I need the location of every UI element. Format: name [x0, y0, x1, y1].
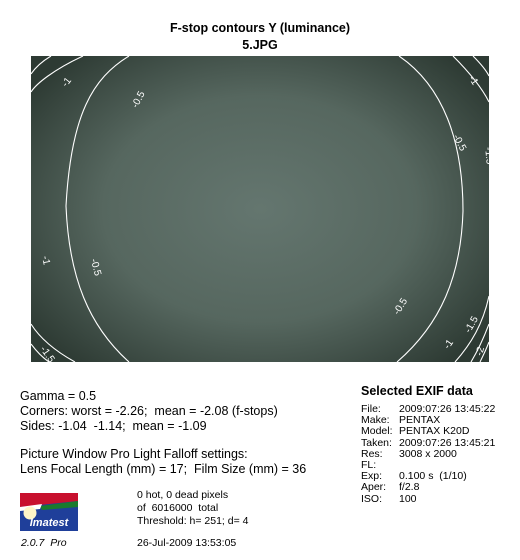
gamma-text: Gamma = 0.5 — [20, 389, 97, 403]
corners-text: Corners: worst = -2.26; mean = -2.08 (f-stops) — [20, 404, 278, 418]
contour-label: -1.5 — [37, 344, 57, 365]
contour-label: -1.5 — [482, 146, 495, 165]
contour-label: -2 — [474, 345, 488, 358]
exif-value: PENTAX — [399, 414, 441, 427]
exif-value: f/2.8 — [399, 481, 420, 494]
exif-key: Aper: — [361, 481, 387, 494]
exif-value: PENTAX K20D — [399, 425, 470, 438]
luminance-field — [31, 56, 489, 362]
pw-settings-heading: Picture Window Pro Light Falloff settings: — [20, 447, 248, 461]
chart-title: F-stop contours Y (luminance) — [169, 21, 351, 35]
exif-key: Exp: — [361, 470, 383, 483]
pixel-count-text: 0 hot, 0 dead pixels — [137, 489, 229, 501]
contour-label: -0.5 — [391, 296, 411, 317]
exif-value: 3008 x 2000 — [399, 447, 457, 460]
exif-value: 0.100 s (1/10) — [399, 470, 467, 483]
exif-key: Model: — [361, 425, 393, 438]
exif-row — [361, 448, 457, 460]
contour-label: -1 — [466, 73, 481, 88]
exif-value: 100 — [399, 492, 417, 505]
imatest-logo — [20, 493, 78, 531]
exif-key: Make: — [361, 414, 390, 427]
contour-label: -0.5 — [87, 257, 103, 278]
version-text: 2.0.7 Pro — [21, 537, 67, 549]
exif-value: 2009:07:26 13:45:22 — [399, 403, 496, 415]
exif-heading: Selected EXIF data — [361, 384, 473, 398]
sides-text: Sides: -1.04 -1.14; mean = -1.09 — [20, 419, 207, 433]
contour-label: -1 — [39, 254, 52, 266]
exif-row — [361, 403, 495, 415]
contour-label: -1 — [59, 75, 75, 90]
pw-settings-values: Lens Focal Length (mm) = 17; Film Size (mm) = 36 — [20, 462, 307, 476]
exif-row — [361, 493, 417, 505]
contour-plot — [31, 56, 495, 365]
exif-key: Res: — [361, 447, 383, 460]
exif-row — [361, 437, 495, 449]
file-name-title: 5.JPG — [242, 38, 278, 52]
exif-value: 2009:07:26 13:45:21 — [399, 436, 496, 449]
pixel-total-text: of 6016000 total — [137, 502, 219, 514]
threshold-text: Threshold: h= 251; d= 4 — [137, 515, 249, 527]
contour-label: -0.5 — [129, 89, 148, 111]
contour-label: -1 — [441, 337, 457, 352]
exif-row — [361, 425, 469, 437]
exif-key: Taken: — [361, 436, 392, 449]
exif-key: ISO: — [361, 492, 383, 505]
exif-key: FL: — [361, 459, 377, 471]
logo-text: Imatest — [29, 517, 69, 529]
exif-row — [361, 481, 419, 493]
contour-label: -0.5 — [450, 132, 469, 154]
exif-row — [361, 470, 467, 482]
exif-row — [361, 414, 440, 426]
contour-label: -1.5 — [462, 314, 481, 335]
timestamp-text: 26-Jul-2009 13:53:05 — [137, 537, 237, 549]
exif-row — [361, 459, 399, 471]
exif-key: File: — [361, 403, 381, 415]
